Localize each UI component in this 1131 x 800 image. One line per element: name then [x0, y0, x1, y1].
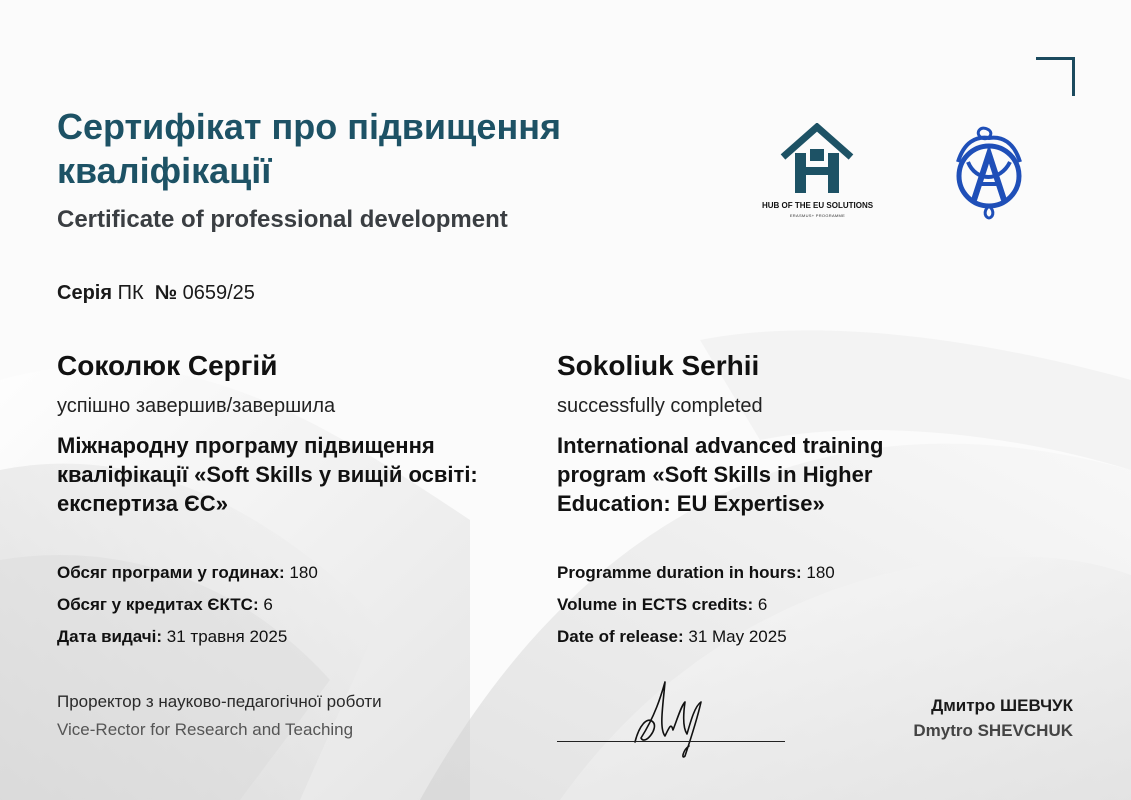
signature-line	[557, 741, 785, 742]
date-label-uk: Дата видачі:	[57, 627, 163, 646]
corner-decoration	[1036, 57, 1075, 96]
hours-label-uk: Обсяг програми у годинах:	[57, 563, 285, 582]
signer-role-en: Vice-Rector for Research and Teaching	[57, 720, 354, 739]
signer-role-uk: Проректор з науково-педагогічної роботи	[57, 692, 382, 711]
credits-row-uk	[57, 595, 273, 615]
hours-value-uk: 180	[289, 563, 318, 582]
certificate-number: 0659/25	[182, 282, 255, 304]
series-number	[57, 282, 255, 305]
certificate-title-en: Certificate of professional development	[57, 206, 508, 233]
series-code: ПК	[117, 282, 144, 304]
recipient-name-en: Sokoliuk Serhii	[557, 350, 760, 381]
university-emblem-icon	[950, 122, 1028, 220]
completed-text-uk: успішно завершив/завершила	[57, 395, 336, 417]
date-row-uk	[57, 627, 287, 647]
credits-row-en	[557, 595, 767, 615]
recipient-name-uk: Соколюк Сергій	[57, 350, 278, 381]
credits-label-en: Volume in ECTS credits:	[557, 595, 754, 614]
date-label-en: Date of release:	[557, 627, 684, 646]
signer-name-uk: Дмитро ШЕВЧУК	[931, 696, 1073, 715]
certificate-title-uk: Сертифікат про підвищення кваліфікації	[57, 106, 561, 191]
hub-logo-subtitle: ERASMUS+ PROGRAMME	[789, 213, 846, 218]
number-label: №	[154, 282, 178, 304]
date-value-uk: 31 травня 2025	[166, 627, 288, 646]
program-title-uk: Міжнародну програму підвищення кваліфікації «Soft Skills у вищій освіті: експертиза ЄС»	[57, 433, 478, 516]
credits-value-en: 6	[757, 595, 768, 614]
program-title-en: International advanced training program «Soft Skills in Higher Education: EU Expertise»	[557, 433, 884, 516]
completed-text-en: successfully completed	[557, 395, 763, 417]
series-label: Серія	[57, 282, 113, 304]
hub-logo-name: HUB OF THE EU SOLUTIONS	[761, 201, 874, 210]
hours-label-en: Programme duration in hours:	[557, 563, 802, 582]
signature-icon	[625, 676, 715, 762]
house-logo-icon	[779, 123, 855, 195]
hours-row-en	[557, 563, 835, 583]
credits-label-uk: Обсяг у кредитах ЄКТС:	[57, 595, 259, 614]
hours-row-uk	[57, 563, 318, 583]
date-row-en	[557, 627, 787, 647]
hours-value-en: 180	[806, 563, 835, 582]
credits-value-uk: 6	[263, 595, 273, 614]
date-value-en: 31 May 2025	[688, 627, 787, 646]
signer-name-en: Dmytro SHEVCHUK	[913, 721, 1073, 740]
